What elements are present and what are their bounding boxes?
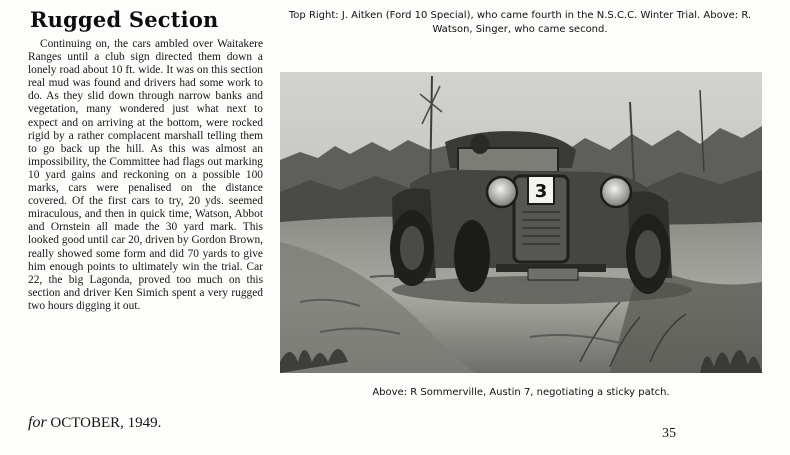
left-headlamp	[487, 177, 517, 207]
issue-date	[28, 414, 161, 432]
car-photo-illustration	[280, 72, 762, 373]
race-number: 3	[534, 181, 548, 202]
issue-date-prefix: for	[28, 414, 47, 431]
article-body: Continuing on, the cars ambled over Waitakere Ranges until a club sign directed them down a lonely road about 10 ft. wide. It was on this section real mud was found and drivers had some work to do. As they slid down through narrow banks and vegetation, many wondered just what next to expect and on arriving at the bottom, were rocked rigid by a rather complacent marshall telling them to go back up the hill. As this was almost an impossibility, the Committee had flags out marking 10 yard gains and reckoning on a possible 100 marks, cars were penalised on the distance covered. Of the first cars to try, 20 yds. seemed miraculous, and then in quick time, Watson, Abbot and Ornstein all made the 30 yard mark. This looked good until car 20, driven by Gordon Brown, really showed some form and did 70 yards to give him enough points to ultimately win the trial. Car 22, the big Lagonda, proved too much on this section and driver Ken Simich spent a very rugged two hours digging it out.	[28, 38, 263, 312]
article-heading: Rugged Section	[30, 7, 219, 32]
issue-date-text: OCTOBER, 1949.	[50, 415, 162, 431]
right-headlamp	[601, 177, 631, 207]
bottom-photo-caption: Above: R Sommerville, Austin 7, negotiating a sticky patch.	[372, 387, 670, 398]
rally-car-photo	[280, 72, 762, 373]
top-photo-caption: Top Right: J. Aitken (Ford 10 Special), who came fourth in the N.S.C.C. Winter Trial. Above: R. Watson, Singer, who came second.	[288, 10, 752, 35]
page-number: 35	[662, 426, 676, 441]
